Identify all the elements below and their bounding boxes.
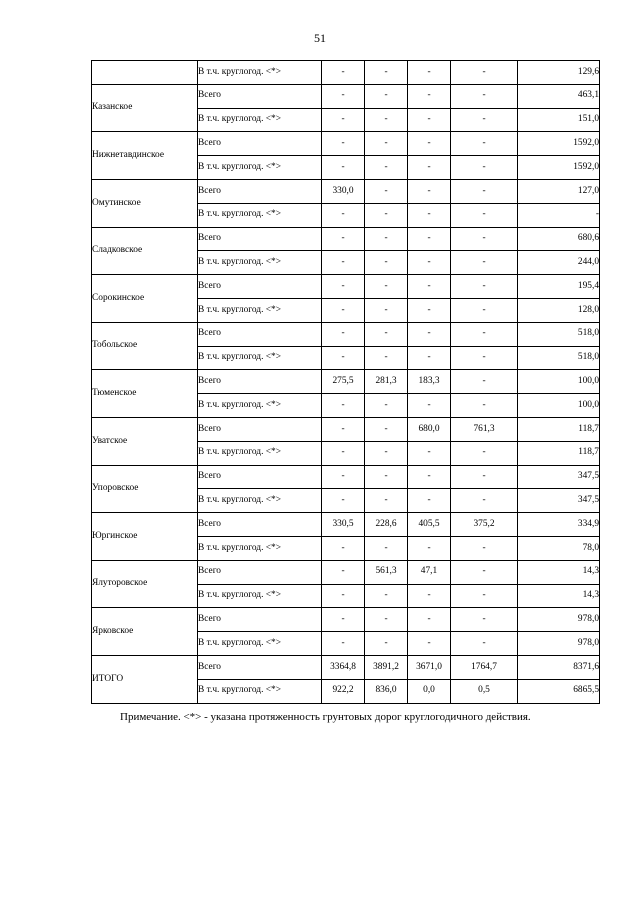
table-row [92,417,600,441]
total-cell: 14,3 [518,560,600,584]
value-cell: 330,5 [322,513,365,537]
value-cell: - [451,370,518,394]
table-row [92,370,600,394]
value-cell: - [408,156,451,180]
value-cell: - [451,298,518,322]
value-cell: - [322,441,365,465]
total-cell: - [518,203,600,227]
value-cell: - [322,298,365,322]
row-label: В т.ч. круглогод. <*> [198,251,322,275]
value-cell: - [451,632,518,656]
table-row [92,655,600,679]
total-cell: 8371,6 [518,655,600,679]
value-cell: 3671,0 [408,655,451,679]
total-cell: 127,0 [518,179,600,203]
row-label: В т.ч. круглогод. <*> [198,61,322,85]
row-label: В т.ч. круглогод. <*> [198,679,322,703]
value-cell: - [365,61,408,85]
value-cell: - [322,394,365,418]
total-cell: 118,7 [518,417,600,441]
total-cell: 118,7 [518,441,600,465]
value-cell: - [365,156,408,180]
value-cell: - [451,203,518,227]
row-label: Всего [198,560,322,584]
row-label: В т.ч. круглогод. <*> [198,441,322,465]
value-cell: - [451,179,518,203]
row-label: Всего [198,227,322,251]
value-cell: - [365,608,408,632]
row-label: В т.ч. круглогод. <*> [198,632,322,656]
district-name: Упоровское [92,465,198,513]
table-row [92,227,600,251]
value-cell: - [451,275,518,299]
value-cell: - [365,275,408,299]
table-row [92,322,600,346]
row-label: Всего [198,84,322,108]
value-cell: 275,5 [322,370,365,394]
value-cell: 836,0 [365,679,408,703]
value-cell: - [408,322,451,346]
total-cell: 14,3 [518,584,600,608]
value-cell: - [322,275,365,299]
total-cell: 1592,0 [518,156,600,180]
total-cell: 195,4 [518,275,600,299]
row-label: Всего [198,513,322,537]
total-cell: 244,0 [518,251,600,275]
value-cell: - [408,608,451,632]
district-name: Сорокинское [92,275,198,323]
district-name: Ярковское [92,608,198,656]
total-cell: 6865,5 [518,679,600,703]
value-cell: - [365,251,408,275]
value-cell: - [408,61,451,85]
value-cell: - [365,394,408,418]
row-label: Всего [198,132,322,156]
value-cell: - [408,251,451,275]
row-label: Всего [198,465,322,489]
value-cell: - [365,536,408,560]
value-cell: 561,3 [365,560,408,584]
value-cell: - [365,203,408,227]
value-cell: - [451,227,518,251]
value-cell: - [451,560,518,584]
value-cell: - [451,536,518,560]
value-cell: 228,6 [365,513,408,537]
value-cell: - [408,203,451,227]
value-cell: - [451,322,518,346]
footnote: Примечание. <*> - указана протяженность грунтовых дорог круглогодичного действия. [120,711,531,723]
value-cell: - [322,608,365,632]
value-cell: - [322,84,365,108]
value-cell: 281,3 [365,370,408,394]
row-label: Всего [198,275,322,299]
value-cell: - [365,179,408,203]
district-name: Ялуторовское [92,560,198,608]
value-cell: - [451,465,518,489]
total-cell: 978,0 [518,632,600,656]
value-cell: - [322,465,365,489]
row-label: В т.ч. круглогод. <*> [198,108,322,132]
value-cell: - [365,489,408,513]
value-cell: - [408,632,451,656]
table-row [92,132,600,156]
value-cell: - [322,61,365,85]
value-cell: 0,5 [451,679,518,703]
table-row [92,179,600,203]
row-label: В т.ч. круглогод. <*> [198,584,322,608]
district-name: Сладковское [92,227,198,275]
row-label: В т.ч. круглогод. <*> [198,489,322,513]
value-cell: 0,0 [408,679,451,703]
value-cell: - [322,584,365,608]
row-label: Всего [198,370,322,394]
district-name: ИТОГО [92,655,198,703]
value-cell: - [451,61,518,85]
value-cell: - [365,84,408,108]
total-cell: 151,0 [518,108,600,132]
value-cell: - [451,132,518,156]
value-cell: - [408,465,451,489]
district-name: Омутинское [92,179,198,227]
district-name: Уватское [92,417,198,465]
value-cell: - [322,560,365,584]
value-cell: - [322,227,365,251]
value-cell: 375,2 [451,513,518,537]
row-label: В т.ч. круглогод. <*> [198,346,322,370]
value-cell: - [365,441,408,465]
page-number: 51 [314,31,326,45]
value-cell: - [451,84,518,108]
value-cell: - [322,322,365,346]
value-cell: - [365,132,408,156]
value-cell: 680,0 [408,417,451,441]
value-cell: - [451,394,518,418]
value-cell: - [408,227,451,251]
value-cell: 922,2 [322,679,365,703]
value-cell: 405,5 [408,513,451,537]
row-label: Всего [198,655,322,679]
value-cell: - [451,251,518,275]
value-cell: - [451,108,518,132]
district-name: Юргинское [92,513,198,561]
total-cell: 100,0 [518,394,600,418]
district-name: Тюменское [92,370,198,418]
value-cell: - [322,108,365,132]
row-label: В т.ч. круглогод. <*> [198,536,322,560]
total-cell: 129,6 [518,61,600,85]
table-row [92,275,600,299]
table-row [92,608,600,632]
value-cell: - [451,346,518,370]
value-cell: - [451,584,518,608]
value-cell: - [322,417,365,441]
roads-table [91,60,600,704]
total-cell: 100,0 [518,370,600,394]
row-label: В т.ч. круглогод. <*> [198,203,322,227]
value-cell: - [365,108,408,132]
row-label: Всего [198,322,322,346]
table-row [92,84,600,108]
value-cell: - [365,632,408,656]
total-cell: 518,0 [518,346,600,370]
district-name: Казанское [92,84,198,132]
total-cell: 347,5 [518,465,600,489]
value-cell: - [408,441,451,465]
district-name [92,61,198,85]
row-label: Всего [198,179,322,203]
row-label: В т.ч. круглогод. <*> [198,394,322,418]
value-cell: - [322,632,365,656]
value-cell: - [365,465,408,489]
value-cell: 1764,7 [451,655,518,679]
value-cell: - [408,84,451,108]
value-cell: - [408,179,451,203]
value-cell: 47,1 [408,560,451,584]
value-cell: - [365,346,408,370]
row-label: Всего [198,608,322,632]
total-cell: 1592,0 [518,132,600,156]
value-cell: 330,0 [322,179,365,203]
total-cell: 347,5 [518,489,600,513]
value-cell: - [451,156,518,180]
value-cell: - [322,203,365,227]
value-cell: - [451,608,518,632]
total-cell: 334,9 [518,513,600,537]
table-row [92,465,600,489]
value-cell: - [365,298,408,322]
row-label: В т.ч. круглогод. <*> [198,156,322,180]
value-cell: - [322,536,365,560]
value-cell: 3891,2 [365,655,408,679]
total-cell: 78,0 [518,536,600,560]
total-cell: 518,0 [518,322,600,346]
value-cell: - [365,322,408,346]
table-row [92,560,600,584]
total-cell: 680,6 [518,227,600,251]
value-cell: - [322,251,365,275]
district-name: Тобольское [92,322,198,370]
row-label: Всего [198,417,322,441]
table-row [92,61,600,85]
value-cell: - [408,489,451,513]
value-cell: - [365,584,408,608]
value-cell: - [322,156,365,180]
value-cell: - [408,584,451,608]
value-cell: - [408,275,451,299]
value-cell: - [322,346,365,370]
total-cell: 463,1 [518,84,600,108]
district-name: Нижнетавдинское [92,132,198,180]
value-cell: 3364,8 [322,655,365,679]
value-cell: - [451,441,518,465]
value-cell: - [408,346,451,370]
total-cell: 128,0 [518,298,600,322]
value-cell: 183,3 [408,370,451,394]
total-cell: 978,0 [518,608,600,632]
value-cell: - [408,108,451,132]
value-cell: - [451,489,518,513]
value-cell: 761,3 [451,417,518,441]
value-cell: - [365,417,408,441]
value-cell: - [365,227,408,251]
value-cell: - [408,394,451,418]
value-cell: - [322,132,365,156]
value-cell: - [408,132,451,156]
value-cell: - [408,298,451,322]
value-cell: - [408,536,451,560]
value-cell: - [322,489,365,513]
table-row [92,513,600,537]
row-label: В т.ч. круглогод. <*> [198,298,322,322]
